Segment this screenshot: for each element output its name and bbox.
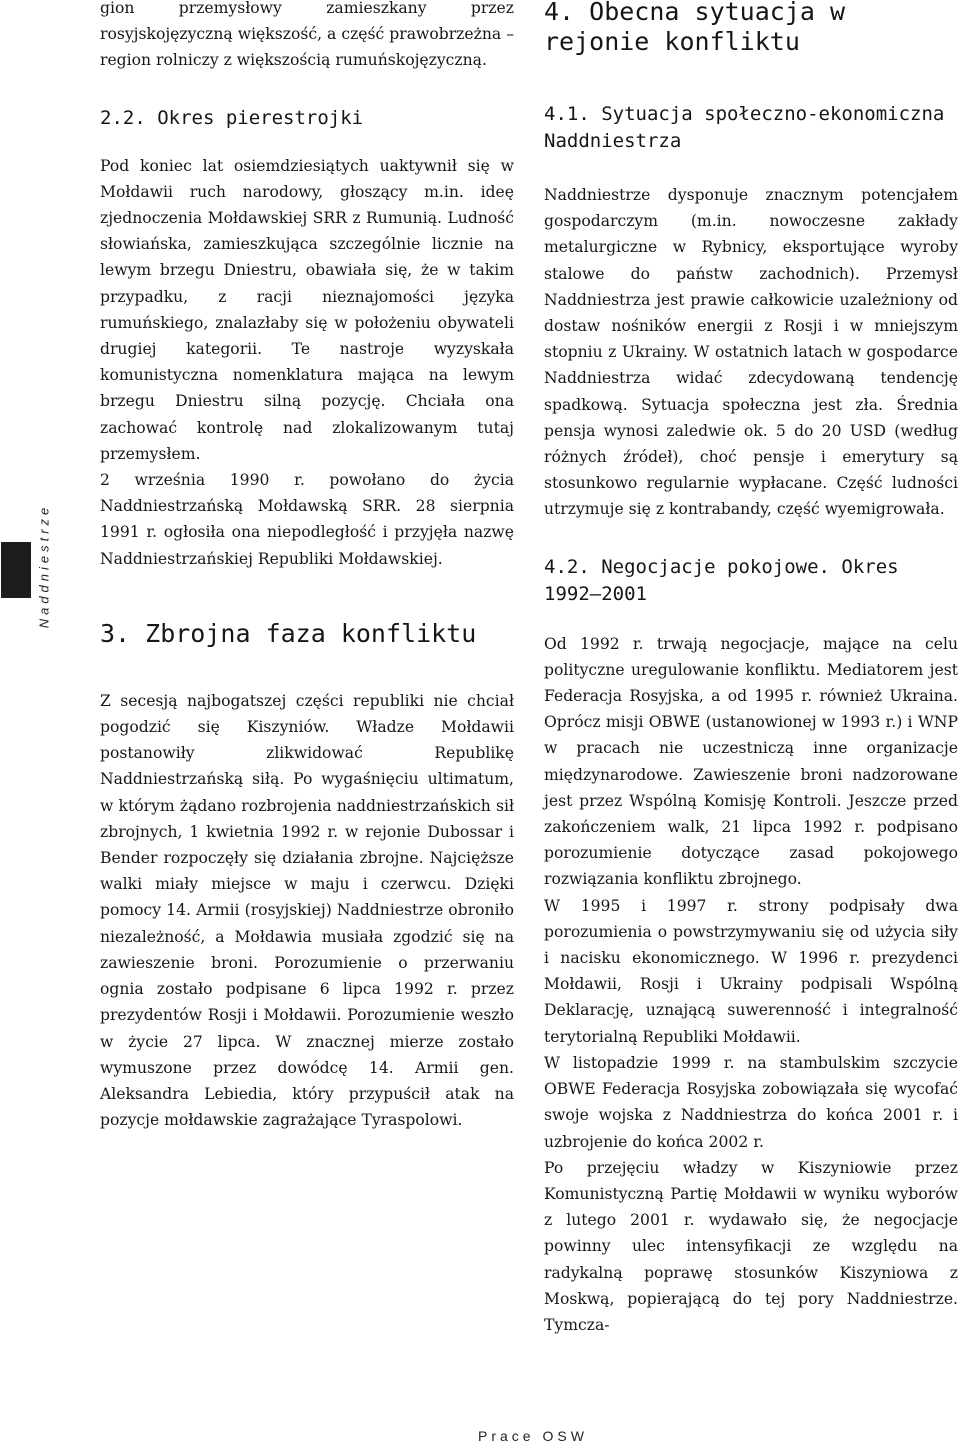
heading-2-2: 2.2. Okres pierestrojki <box>100 106 364 129</box>
paragraph-4-2c: W listopadzie 1999 r. na stambulskim szczycie OBWE Federacja Rosyjska zobowiązała się wycofać swoje wojska z Naddniestrza do końca 2001 r. i uzbrojenie do końca 2002 r. <box>544 1053 958 1151</box>
heading-4-2: 4.2. Negocjacje pokojowe. Okres 1992–2001 <box>544 555 899 605</box>
page-number-box <box>1 542 31 630</box>
right-column <box>544 0 958 1338</box>
section-side-label: Naddniestrze <box>36 503 52 629</box>
paragraph-4-1: Naddniestrze dysponuje znacznym potencjałem gospodarczym (m.in. nowoczesne zakłady metalurgiczne w Rybnicy, eksportujące wyroby stalowe do państw zachodnich). Przemysł Naddniestrza jest prawie całkowicie uzależniony od dostaw nośników energii z Rosji i w mniejszym stopniu z Ukrainy. W ostatnich latach w gospodarce Naddniestrza widać zdecydowaną tendencję spadkową. Sytuacja społeczna jest zła. Średnia pensja wynosi zaledwie ok. 5 do 20 USD (według różnych źródeł), choć pensje i emerytury są stosunkowo regularnie wypłacane. Część ludności utrzymuje się z kontrabandy, część wyemigrowała. <box>544 186 958 519</box>
page-number: 16 <box>2 598 30 630</box>
heading-4-1: 4.1. Sytuacja społeczno-ekonomiczna Naddniestrza <box>544 103 945 152</box>
paragraph-continued: gion przemysłowy zamieszkany przez rosyjskojęzyczną większość, a część prawobrzeżna – region rolniczy z większością rumuńskojęzyczną. <box>100 0 514 70</box>
paragraph-4-2d: Po przejęciu władzy w Kiszyniowie przez Komunistyczną Partię Mołdawii w wyniku wyborów z lutego 2001 r. wydawało się, że negocjacje powinny ulec intensyfikacji ze względu na radykalną poprawę stosunków Kiszyniowa z Moskwą, popierającą do tej pory Naddniestrze. Tymcza- <box>544 1158 958 1334</box>
paragraph-2-2: Pod koniec lat osiemdziesiątych uaktywnił się w Mołdawii ruch narodowy, głoszący m.in. ideę zjednoczenia Mołdawskiej SRR z Rumunią. Ludność słowiańska, zamieszkująca szczególnie licznie na lewym brzegu Dniestru, obawiała się, że w takim przypadku, z racji nieznajomości języka rumuńskiego, znalazłaby się w położeniu obywateli drugiej kategorii. Te nastroje wyzyskała komunistyczna nomenklatura mająca na lewym brzegu Dniestru silną pozycję. Chciała ona zachować kontrolę nad zlokalizowanym tutaj przemysłem. <box>100 156 514 463</box>
heading-3: 3. Zbrojna faza konfliktu <box>100 618 477 648</box>
footer-publisher: Prace OSW <box>478 1428 588 1444</box>
left-column <box>100 0 514 1133</box>
heading-4: 4. Obecna sytuacja w rejonie konfliktu <box>544 0 846 56</box>
paragraph-3: Z secesją najbogatszej części republiki nie chciał pogodzić się Kiszyniów. Władze Mołdawii postanowiły zlikwidować Republikę Naddniestrzańską siłą. Po wygaśnięciu ultimatum, w którym żądano rozbrojenia naddniestrzańskich sił zbrojnych, 1 kwietnia 1992 r. w rejonie Dubossar i Bender rozpoczęły się działania zbrojne. Najcięższe walki miały miejsce w maju i czerwcu. Dzięki pomocy 14. Armii (rosyjskiej) Naddniestrze obroniło niezależność, a Mołdawia musiała zgodzić się na zawieszenie broni. Porozumienie o przerwaniu ognia zostało podpisane 6 lipca 1992 r. przez prezydentów Rosji i Mołdawii. Porozumienie weszło w życie 27 lipca. W znacznej mierze zostało wymuszone przez dowódcę 14. Armii gen. Aleksandra Lebiedia, który przypuścił atak na pozycje mołdawskie zagrażające Tyraspolowi. <box>100 691 514 1130</box>
paragraph-4-2a: Od 1992 r. trwają negocjacje, mające na celu polityczne uregulowanie konfliktu. Mediatorem jest Federacja Rosyjska, a od 1995 r. również Ukraina. Oprócz misji OBWE (ustanowionej w 1993 r.) i WNP w pracach nie uczestniczą inne organizacje międzynarodowe. Zawieszenie broni nadzorowane jest przez Wspólną Komisję Kontroli. Jeszcze przed zakończeniem walk, 21 lipca 1992 r. podpisano porozumienie dotyczące zasad pokojowego rozwiązania konfliktu zbrojnego. <box>544 634 958 889</box>
page-side-tab <box>0 498 64 634</box>
paragraph-2-2b: 2 września 1990 r. powołano do życia Naddniestrzańską Mołdawską SRR. 28 sierpnia 1991 r. ogłosiła ona niepodległość i przyjęła nazwę Naddniestrzańskiej Republiki Mołdawskiej. <box>100 471 514 568</box>
paragraph-4-2b: W 1995 i 1997 r. strony podpisały dwa porozumienia o powstrzymywaniu się od użycia siły i nacisku ekonomicznego. W 1996 r. prezydenci Mołdawii, Rosji i Ukrainy podpisali Wspólną Deklarację, uznającą suwerenność i integralność terytorialną Republiki Mołdawii. <box>544 896 958 1046</box>
